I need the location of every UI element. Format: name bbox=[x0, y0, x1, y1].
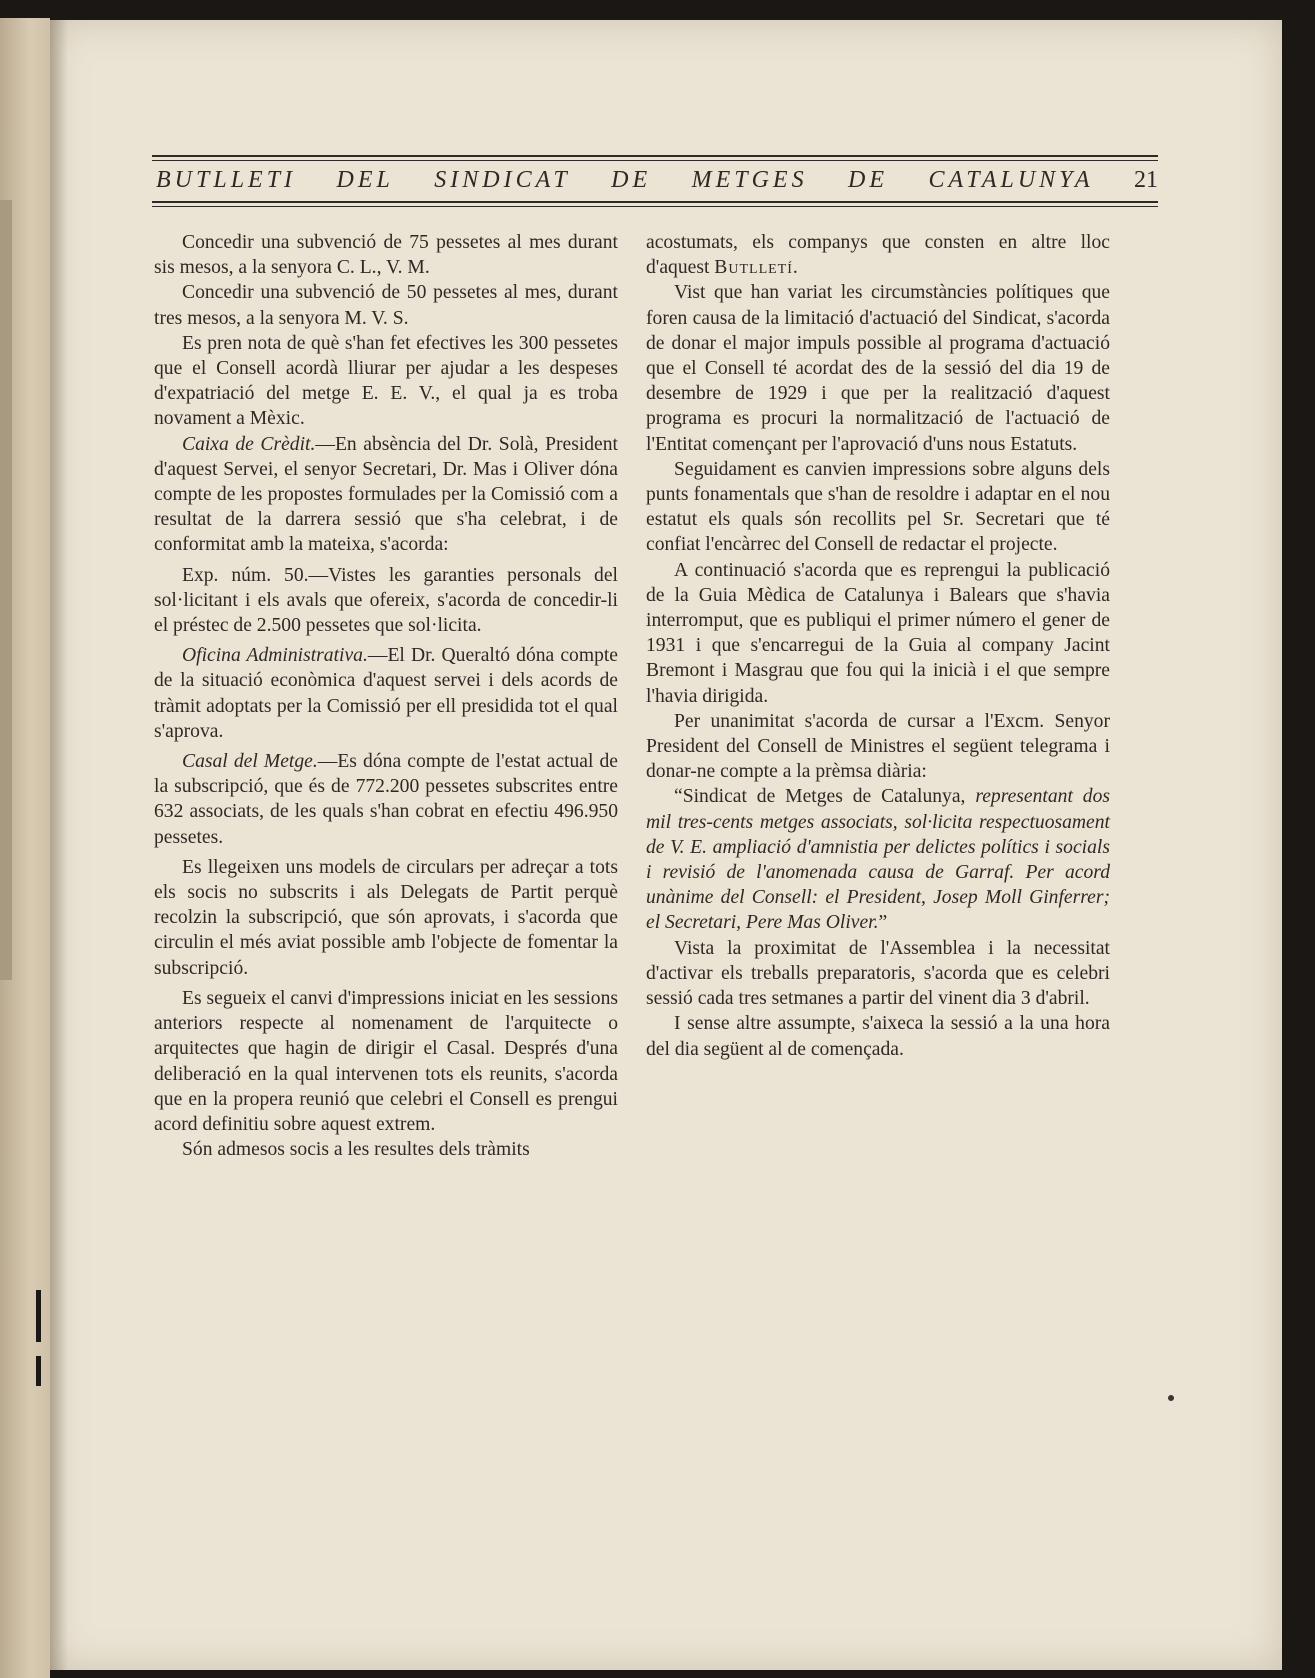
paragraph: Vista la proximitat de l'Assemblea i la necessitat d'activar els treballs preparatoris, s'acorda que es celebri sessió cada tres setmanes a partir del vinent dia 3 d'abril. bbox=[646, 937, 1110, 1010]
binding-mark bbox=[36, 1290, 41, 1342]
paragraph bbox=[154, 643, 618, 744]
header-rule bbox=[152, 155, 1158, 157]
page-header bbox=[152, 135, 1158, 211]
paragraph bbox=[154, 432, 618, 558]
telegram-opening: “Sindicat de Metges de Catalunya, bbox=[674, 786, 976, 808]
paragraph-body: acostumats, els companys que consten en altre lloc d'aquest bbox=[646, 232, 1110, 279]
telegram-close: ” bbox=[878, 912, 888, 934]
telegram-text: representant dos mil tres-cents metges associats, sol·licita respectuosament de V. E. ampliació d'amnistia per delictes polítics i socials i revisió de l'anomenada causa de Garraf. Per acord unànime del Consell: el President, Josep Moll Ginferrer; el Secretari, Pere Mas Oliver. bbox=[646, 786, 1110, 934]
scanned-page bbox=[50, 20, 1282, 1670]
paragraph: Són admesos socis a les resultes dels tràmits bbox=[182, 1139, 530, 1161]
header-rule bbox=[152, 206, 1158, 207]
header-rule bbox=[152, 160, 1158, 161]
running-head-word: CATALUNYA bbox=[928, 166, 1094, 193]
binding-mark bbox=[36, 1356, 41, 1386]
running-head-word: SINDICAT bbox=[434, 166, 571, 193]
paragraph: Per unanimitat s'acorda de cursar a l'Excm. Senyor President del Consell de Ministres el següent telegrama i donar-ne compte a la prèmsa diària: bbox=[646, 710, 1110, 783]
publication-name: Butlletí. bbox=[714, 257, 799, 279]
running-head bbox=[156, 163, 1158, 197]
page-number: 21 bbox=[1133, 166, 1158, 193]
paragraph: Es segueix el canvi d'impressions iniciat en les sessions anteriors respecte al nomenament de l'arquitecte o arquitectes que hagin de dirigir el Casal. Després d'una deliberació en la qual intervenen tots els reunits, s'acorda que en la propera reunió que celebri el Consell es prengui acord definitiu sobre aquest extrem. bbox=[154, 987, 618, 1135]
left-column bbox=[154, 230, 618, 1162]
paragraph: Exp. núm. 50.—Vistes les garanties personals del sol·licitant i els avals que ofereix, s'acorda de concedir-li el préstec de 2.500 pessetes que sol·licita. bbox=[154, 564, 618, 637]
running-head-word: METGES bbox=[691, 166, 808, 193]
section-heading: Oficina Administrativa. bbox=[182, 645, 368, 667]
section-heading: Casal del Metge. bbox=[182, 751, 318, 773]
running-head-word: BUTLLETI bbox=[156, 166, 297, 193]
paragraph: Es llegeixen uns models de circulars per adreçar a tots els socis no subscrits i als Delegats de Partit perquè recolzin la subscripció, que són aprovats, i s'acorda que circulin el més aviat possible amb l'objecte de fomentar la subscripció. bbox=[154, 856, 618, 979]
right-column bbox=[646, 230, 1110, 1062]
paragraph: Concedir una subvenció de 75 pessetes al mes durant sis mesos, a la senyora C. L., V. M. bbox=[154, 232, 618, 279]
paragraph-body: —El Dr. Queraltó dóna compte de la situació econòmica d'aquest servei i dels acords de tràmit adoptats per la Comissió per ell presidida tot el qual s'aprova. bbox=[154, 645, 618, 742]
paragraph bbox=[154, 749, 618, 850]
paragraph: A continuació s'acorda que es reprengui la publicació de la Guia Mèdica de Catalunya i Balears que s'havia interromput, que es publiqui el primer número el gener de 1931 i que s'encarregui de la Guia al company Jacint Bremont i Masgrau que fou qui la inicià i el que sempre l'havia dirigida. bbox=[646, 559, 1110, 707]
running-head-word: DEL bbox=[336, 166, 394, 193]
gutter-shadow bbox=[50, 20, 68, 1670]
paragraph: Es pren nota de què s'han fet efectives les 300 pessetes que el Consell acordà lliurar per ajudar a les despeses d'expatriació del metge E. E. V., el qual ja es troba novament a Mèxic. bbox=[154, 332, 618, 430]
running-head-word: DE bbox=[848, 166, 889, 193]
facing-page-shadow bbox=[0, 200, 12, 980]
paragraph-body: —En absència del Dr. Solà, President d'aquest Servei, el senyor Secretari, Dr. Mas i Oliver dóna compte de les propostes formulades per la Comissió com a resultat de la darrera sessió que s'ha celebrat, i de conformitat amb la mateixa, s'acorda: bbox=[154, 433, 618, 556]
paragraph-body: —Es dóna compte de l'estat actual de la subscripció, que és de 772.200 pessetes subscrites entre 632 associats, de les quals s'han cobrat en efectiu 496.950 pessetes. bbox=[154, 751, 618, 848]
paragraph: Concedir una subvenció de 50 pessetes al mes, durant tres mesos, a la senyora M. V. S. bbox=[154, 282, 618, 329]
ink-speck bbox=[1168, 1395, 1174, 1401]
section-heading: Caixa de Crèdit. bbox=[182, 433, 316, 455]
paragraph: I sense altre assumpte, s'aixeca la sessió a la una hora del dia següent al de començada. bbox=[646, 1013, 1110, 1060]
paragraph bbox=[646, 230, 1110, 280]
header-rule bbox=[152, 201, 1158, 203]
paragraph: Seguidament es canvien impressions sobre alguns dels punts fonamentals que s'han de resoldre i adaptar en el nou estatut els quals són recollits pel Sr. Secretari que té confiat l'encàrrec del Consell de redactar el projecte. bbox=[646, 458, 1110, 556]
telegram-paragraph bbox=[646, 784, 1110, 935]
running-head-word: DE bbox=[611, 166, 652, 193]
paragraph: Vist que han variat les circumstàncies polítiques que foren causa de la limitació d'actuació del Sindicat, s'acorda de donar el major impuls possible al programa d'actuació que el Consell té acordat des de la sessió del dia 19 de desembre de 1929 i que per la realització d'aquest programa es procuri la normalització de l'actuació de l'Entitat començant per l'aprovació d'uns nous Estatuts. bbox=[646, 282, 1110, 455]
